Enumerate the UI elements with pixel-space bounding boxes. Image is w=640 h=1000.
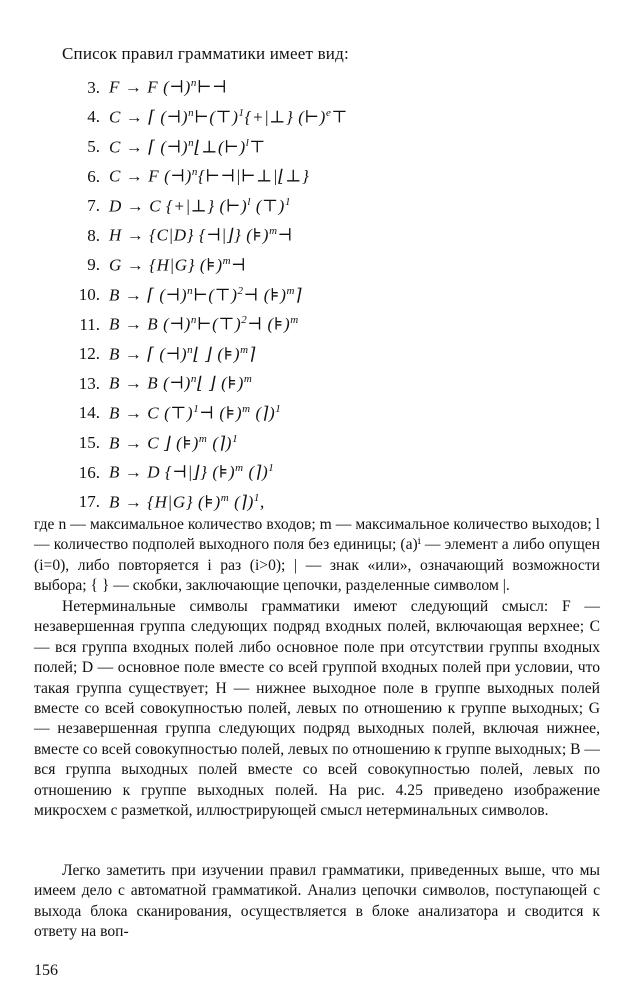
grammar-rule — [72, 280, 348, 310]
grammar-rule — [72, 132, 348, 162]
rule-number: 15. — [78, 432, 100, 452]
rule-number: 9. — [87, 255, 100, 275]
grammar-rule — [72, 162, 348, 192]
rule-number: 16. — [78, 462, 100, 482]
rule-formula: C → F (⊣)$^n${⊢⊣|⊢⊥|⌊⊥} — [109, 166, 310, 186]
rule-formula: C → ⌈ (⊣)$^n$⌊⊥(⊢)$^l$⊤ — [109, 136, 266, 157]
analysis-paragraph: Легко заметить при изучении правил грамматики, приведенных выше, что мы имеем дело с автоматной грамматикой. Анализ цепочки символов, поступающей с выхода блока сканирования, осуществляется в блоке анализатора и сводится к ответу на воп- — [34, 862, 600, 941]
rule-number: 4. — [87, 107, 100, 127]
grammar-rule — [72, 103, 348, 133]
rule-formula: B → ⌈ (⊣)$^n$⊢(⊤)$^2$⊣ (⊧)$^m$⌉ — [109, 284, 303, 305]
page-number: 156 — [34, 962, 58, 979]
rule-number: 5. — [87, 136, 100, 156]
rule-number: 8. — [87, 225, 100, 245]
grammar-rule — [72, 487, 348, 517]
rule-formula: B → C ⌋ (⊧)$^m$ (⌉)$^1$ — [109, 432, 239, 453]
nonterminals-paragraph: Нетерминальные символы грамматики имеют следующий смысл: F — незавершенная группа следующих подряд входных полей, включающая верхнее; C — вся группа входных полей либо основное поле при отсутствии группы входных полей; D — основное поле вместе со всей группой входных полей при условии, что такая группа существует; H — нижнее выходное поле в группе выходных полей вместе со всей совокупностью полей, левых по отношению к группе выходных; G — незавершенная группа следующих подряд выходных полей, включая нижнее, вместе со всей совокупностью полей, левых по отношению к группе выходных; B — вся группа выходных полей вместе со всей совокупностью полей, левых по отношению к группе выходных полей. На рис. 4.25 приведено изображение микросхем с разметкой, иллюстрирующей смысл нетерминальных символов. — [34, 598, 600, 820]
rule-formula: D → C {+|⊥} (⊢)$^l$ (⊤)$^1$ — [109, 195, 292, 216]
rule-formula: B → D {⊣|⌋} (⊧)$^m$ (⌉)$^1$ — [109, 462, 275, 482]
rule-number: 10. — [78, 284, 100, 304]
rule-number: 17. — [78, 492, 100, 512]
grammar-rule — [72, 73, 348, 103]
grammar-rule — [72, 251, 348, 281]
grammar-rule — [72, 428, 348, 458]
rule-formula: B → B (⊣)$^n$⊢(⊤)$^2$⊣ (⊧)$^m$ — [109, 314, 299, 334]
rule-number: 14. — [78, 403, 100, 423]
rule-number: 13. — [78, 373, 100, 393]
rule-formula: G → {H|G} (⊧)$^m$⊣ — [109, 255, 247, 275]
rules-intro: Список правил грамматики имеет вид: — [62, 44, 349, 63]
rule-formula: H → {C|D} {⊣|⌋} (⊧)$^m$⊣ — [109, 225, 293, 246]
rule-formula: C → ⌈ (⊣)$^n$⊢(⊤)$^1${+|⊥} (⊢)$^e$⊤ — [109, 107, 349, 127]
rule-number: 11. — [79, 314, 100, 334]
rule-formula: F → F (⊣)$^n$⊢⊣ — [109, 77, 228, 98]
grammar-rule — [72, 369, 348, 399]
rule-number: 6. — [87, 166, 100, 186]
rule-number: 12. — [78, 344, 100, 364]
rule-formula: B → C (⊤)$^1$⊣ (⊧)$^m$ (⌉)$^1$ — [109, 403, 282, 423]
definitions-paragraph: где n — максимальное количество входов; m — максимальное количество выходов; l — количество подполей выходного поля без единицы; (a)ⁱ — элемент a либо опущен (i=0), либо повторяется i раз (i>0); | — знак «или», означающий возможности выбора; { } — скобки, заключающие цепочки, разделенные символом |. — [34, 516, 600, 595]
rule-formula: B → {H|G} (⊧)$^m$ (⌉)$^1$, — [109, 491, 265, 512]
grammar-rule — [72, 339, 348, 369]
grammar-rule — [72, 458, 348, 488]
grammar-rule — [72, 399, 348, 429]
rule-number: 7. — [87, 196, 100, 216]
grammar-rule — [72, 221, 348, 251]
rule-number: 3. — [87, 77, 100, 97]
rule-formula: B → ⌈ (⊣)$^n$⌊ ⌋ (⊧)$^m$⌉ — [109, 343, 256, 364]
grammar-rule — [72, 310, 348, 340]
grammar-rule — [72, 191, 348, 221]
rule-formula: B → B (⊣)$^n$⌊ ⌋ (⊧)$^m$ — [109, 373, 253, 394]
grammar-rules-list — [72, 73, 348, 517]
